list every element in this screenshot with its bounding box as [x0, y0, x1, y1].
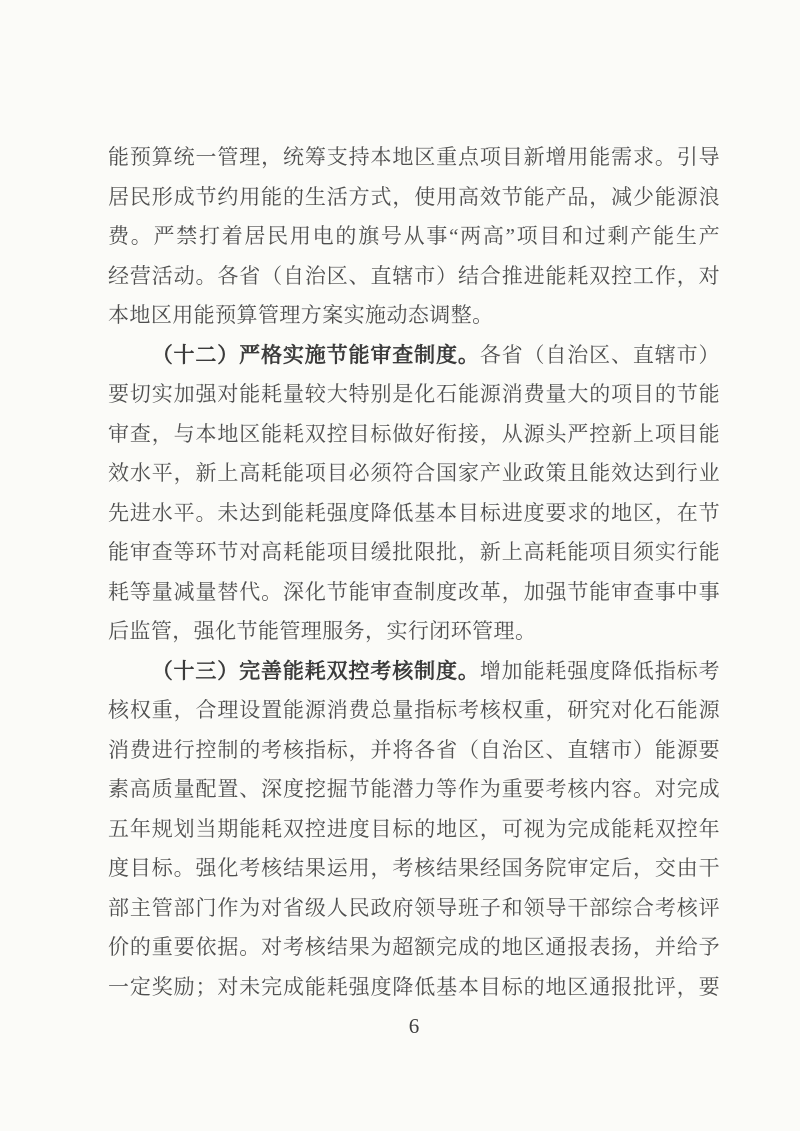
text-line [108, 770, 720, 810]
text-line [108, 533, 720, 573]
text-line [108, 138, 720, 178]
text-line [108, 968, 720, 1008]
text-line [108, 415, 720, 455]
body-text: 经营活动。各省（自治区、直辖市）结合推进能耗双控工作，对 [108, 263, 720, 288]
body-text: 核权重，合理设置能源消费总量指标考核权重，研究对化石能源 [108, 698, 720, 722]
text-line [108, 573, 720, 613]
body-text: 各省（自治区、直辖市） [479, 342, 720, 367]
paragraph-continued-from-previous-page [108, 138, 720, 336]
body-text: 度目标。强化考核结果运用，考核结果经国务院审定后，交由干 [108, 856, 720, 880]
text-line [108, 849, 720, 889]
text-line [108, 652, 720, 692]
body-text: 效水平，新上高耗能项目必须符合国家产业政策且能效达到行业 [108, 461, 720, 485]
body-text: 要切实加强对能耗量较大特别是化石能源消费量大的项目的节能 [108, 382, 720, 406]
text-line [108, 928, 720, 968]
text-line [108, 454, 720, 494]
body-text: 一定奖励；对未完成能耗强度降低基本目标的地区通报批评，要 [108, 974, 720, 999]
body-text: 素高质量配置、深度挖掘节能潜力等作为重要考核内容。对完成 [108, 777, 720, 801]
body-text: 部主管部门作为对省级人民政府领导班子和领导干部综合考核评 [108, 895, 720, 920]
body-text: 本地区用能预算管理方案实施动态调整。 [108, 303, 494, 327]
text-line [108, 217, 720, 257]
page-body [108, 138, 720, 1007]
body-text: 先进水平。未达到能耗强度降低基本目标进度要求的地区，在节 [108, 500, 720, 525]
body-text: 能预算统一管理，统筹支持本地区重点项目新增用能需求。引导 [108, 145, 720, 169]
body-text: 五年规划当期能耗双控进度目标的地区，可视为完成能耗双控年 [108, 816, 720, 841]
text-line [108, 889, 720, 929]
text-line [108, 731, 720, 771]
text-line [108, 494, 720, 534]
text-line [108, 178, 720, 218]
body-text: 能审查等环节对高耗能项目缓批限批，新上高耗能项目须实行能 [108, 540, 720, 564]
text-line [108, 296, 720, 336]
page-number: 6 [408, 1014, 420, 1038]
section-heading-text: （十二）严格实施节能审查制度。 [151, 342, 480, 367]
text-line [108, 691, 720, 731]
body-text: 消费进行控制的考核指标，并将各省（自治区、直辖市）能源要 [108, 737, 720, 762]
body-text: 居民形成节约用能的生活方式，使用高效节能产品，减少能源浪 [108, 184, 720, 209]
text-line [108, 257, 720, 297]
body-text: 耗等量减量替代。深化节能审查制度改革，加强节能审查事中事 [108, 579, 720, 604]
body-text: 费。严禁打着居民用电的旗号从事“两高”项目和过剩产能生产 [108, 224, 720, 248]
body-text: 价的重要依据。对考核结果为超额完成的地区通报表扬，并给予 [108, 935, 720, 959]
body-text: 增加能耗强度降低指标考 [479, 658, 720, 683]
paragraph-section-13 [108, 652, 720, 1008]
text-line [108, 375, 720, 415]
text-line [108, 810, 720, 850]
body-text: 后监管，强化节能管理服务，实行闭环管理。 [108, 619, 537, 643]
page-content [108, 138, 720, 1047]
body-text: 审查，与本地区能耗双控目标做好衔接，从源头严控新上项目能 [108, 421, 720, 446]
paragraph-section-12 [108, 336, 720, 652]
text-line [108, 336, 720, 376]
section-heading-text: （十三）完善能耗双控考核制度。 [151, 658, 480, 683]
text-line [108, 612, 720, 652]
